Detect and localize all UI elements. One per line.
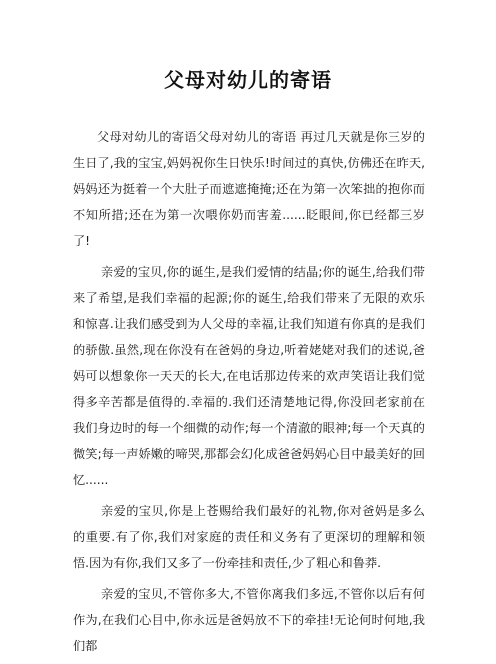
paragraph-4: 亲爱的宝贝,不管你多大,不管你离我们多远,不管你以后有何作为,在我们心目中,你永远是爸妈放不下的牵挂!无论何时何地,我们都: [73, 587, 425, 653]
document-body: [73, 124, 425, 664]
document-title: 父母对幼儿的寄语: [164, 68, 332, 92]
paragraph-1: 父母对幼儿的寄语父母对幼儿的寄语 再过几天就是你三岁的生日了,我的宝宝,妈妈祝你生日快乐!时间过的真快,仿佛还在昨天,妈妈还为挺着一个大肚子而遮遮掩掩;还在为第一次笨拙的抱你而不知所措;还在为第一次喂你奶而害羞......眨眼间,你已经都三岁了!: [73, 130, 425, 248]
paragraph-2: 亲爱的宝贝,你的诞生,是我们爱情的结晶;你的诞生,给我们带来了希望,是我们幸福的起源;你的诞生,给我们带来了无限的欢乐和惊喜.让我们感受到为人父母的幸福,让我们知道有你真的是我们的骄傲.虽然,现在你没有在爸妈的身边,听着姥姥对我们的述说,爸妈可以想象你一天天的长大,在电话那边传来的欢声笑语让我们觉得多辛苦都是值得的.幸福的.我们还清楚地记得,你没回老家前在我们身边时的每一个细微的动作;每一个清澈的眼神;每一个天真的微笑;每一声娇嫩的啼哭,那都会幻化成爸爸妈妈心目中最美好的回忆......: [73, 265, 425, 487]
paragraph-3: 亲爱的宝贝,你是上苍赐给我们最好的礼物,你对爸妈是多么的重要.有了你,我们对家庭的责任和义务有了更深切的理解和领悟.因为有你,我们又多了一份牵挂和责任,少了粗心和鲁莽.: [73, 504, 425, 570]
